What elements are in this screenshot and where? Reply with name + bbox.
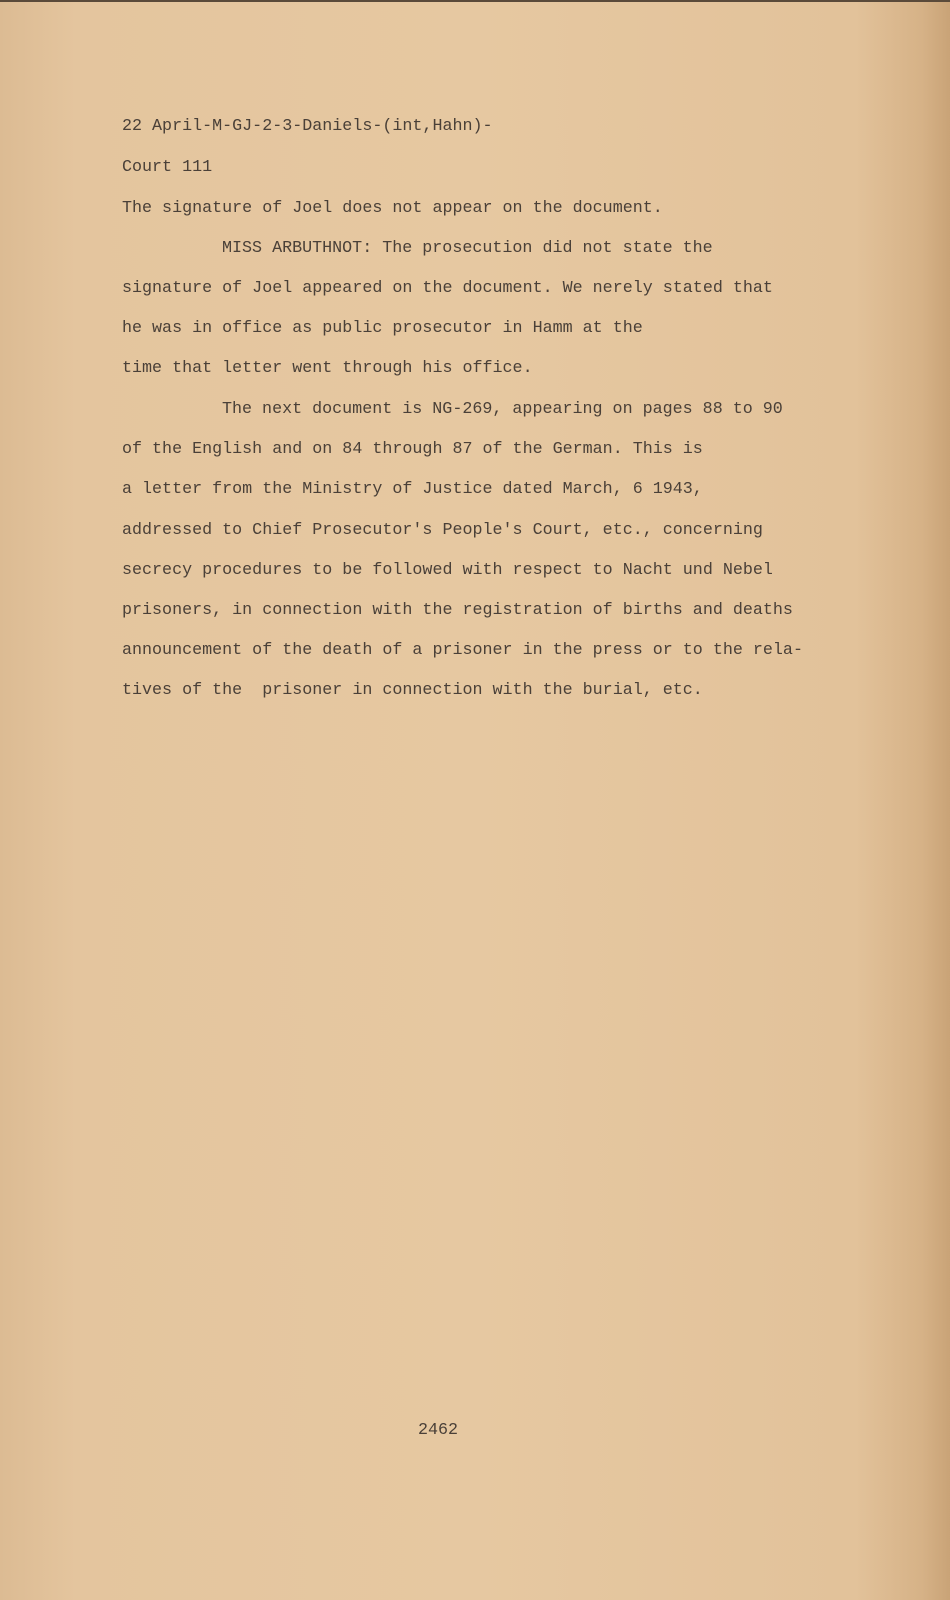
body-line: prisoners, in connection with the registration of births and deaths [122,601,793,620]
body-line: MISS ARBUTHNOT: The prosecution did not state the [222,239,713,258]
body-line: addressed to Chief Prosecutor's People's Court, etc., concerning [122,521,763,540]
body-line: of the English and on 84 through 87 of the German. This is [122,440,703,459]
body-line: signature of Joel appeared on the document. We nerely stated that [122,279,773,298]
body-line: The next document is NG-269, appearing on pages 88 to 90 [222,400,783,419]
page-number: 2462 [418,1421,459,1440]
body-line: he was in office as public prosecutor in Hamm at the [122,319,643,338]
body-line: secrecy procedures to be followed with respect to Nacht und Nebel [122,561,773,580]
header-slug: 22 April-M-GJ-2-3-Daniels-(int,Hahn)- [122,117,493,136]
body-line: time that letter went through his office. [122,359,533,378]
body-line: The signature of Joel does not appear on the document. [122,199,663,218]
body-line: tives of the prisoner in connection with the burial, etc. [122,681,703,700]
body-line: announcement of the death of a prisoner in the press or to the rela- [122,641,803,660]
body-line: a letter from the Ministry of Justice dated March, 6 1943, [122,480,703,499]
court-label: Court 111 [122,158,213,177]
